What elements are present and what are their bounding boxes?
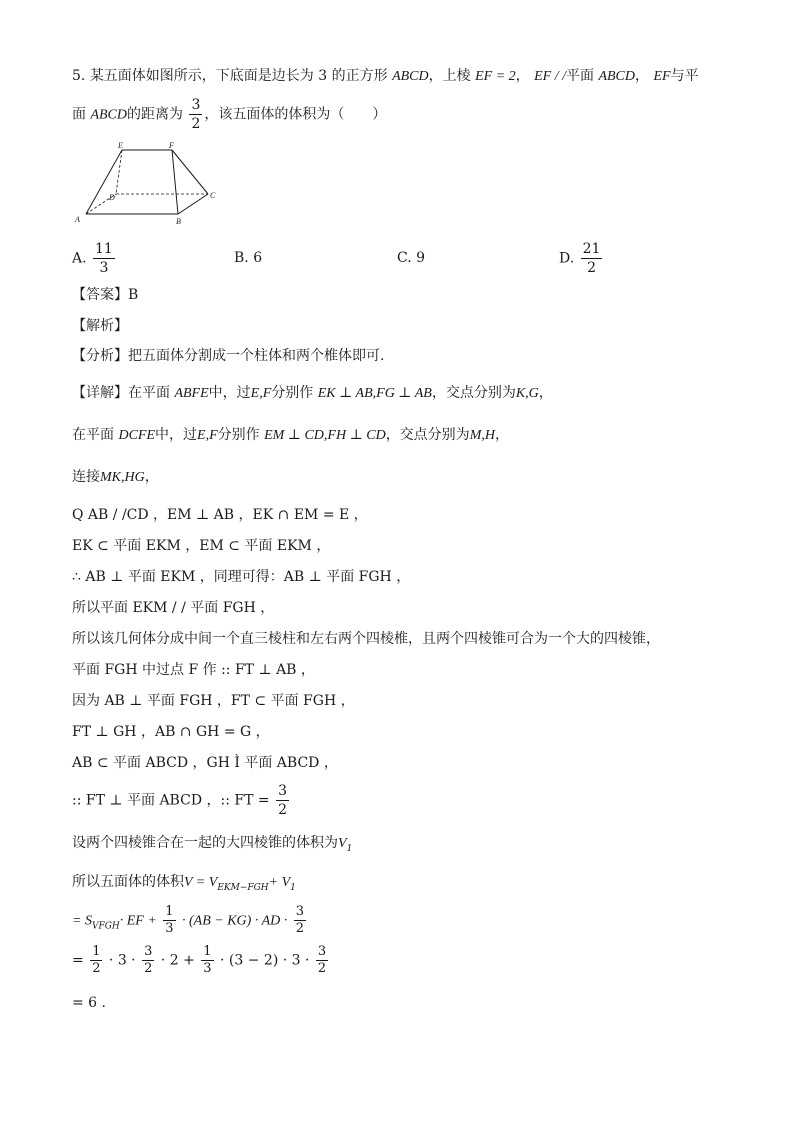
solution-line-6: ∴ AB ⊥ 平面 EKM ，同理可得：AB ⊥ 平面 FGH ，: [72, 569, 411, 585]
math-ef-parallel: EF / /: [534, 69, 566, 84]
math-ef: EF: [653, 69, 671, 84]
fenxi-tag: 【分析】: [72, 348, 128, 364]
edge-bc: [178, 194, 208, 214]
edge-ed: [116, 150, 122, 194]
question-text: 的距离为: [127, 106, 184, 123]
math-abcd: ABCD: [598, 69, 636, 84]
option-letter: D.: [559, 250, 575, 267]
edge-fc: [172, 150, 208, 194]
label-f: F: [169, 142, 174, 150]
question-number: 5.: [72, 68, 86, 84]
fraction: $\frac{1}{3}$: [203, 944, 212, 976]
fraction: $\frac{1}{3}$: [165, 904, 174, 936]
solution-line-15: 所以五面体的体积$V = V_{EKM-FGH}+ V_1$: [72, 874, 296, 893]
solution-line-12: AB ⊂ 平面 ABCD ，GH Ì 平面 ABCD ，: [72, 755, 338, 771]
question-text: 与平: [670, 68, 699, 84]
question-text: ，: [515, 68, 530, 84]
solution-line-14: 设两个四棱锥合在一起的大四棱锥的体积为$V_1$: [72, 835, 353, 854]
fraction: $\frac{11}{3}$: [95, 241, 113, 276]
edge-fb: [172, 150, 178, 214]
pentahedron-figure: [72, 142, 222, 226]
fenxi-line: [72, 346, 384, 366]
solution-line-18: = 6 .: [72, 995, 106, 1011]
fraction: $\frac{3}{2}$: [295, 904, 304, 936]
solution-line-7: 所以平面 EKM / / 平面 FGH ，: [72, 600, 275, 616]
solution-line-16: = $S_{VFGH}\cdot$ EF + $\frac{1}{3}$ · (AB − KG) · AD · $\frac{3}{2}$: [72, 904, 304, 936]
label-b: B: [176, 217, 181, 226]
fraction: $\frac{3}{2}$: [144, 944, 153, 976]
solution-line-1: 【详解】在平面 ABFE中，过E,F分别作 EK ⊥ AB,FG ⊥ AB，交点分别为K,G，: [72, 385, 553, 401]
option-b[interactable]: [234, 250, 262, 266]
solution-line-5: EK ⊂ 平面 EKM ，EM ⊂ 平面 EKM ，: [72, 538, 331, 554]
solution-line-4: Q AB / /CD ，EM ⊥ AB ，EK ∩ EM = E ，: [72, 507, 368, 523]
option-value: 9: [416, 250, 426, 266]
question-text: 平面: [566, 68, 594, 84]
label-d: D: [109, 193, 115, 202]
solution-line-10: 因为 AB ⊥ 平面 FGH ，FT ⊂ 平面 FGH ，: [72, 693, 355, 709]
question-text: ，: [635, 68, 650, 84]
solution-line-3: 连接MK,HG，: [72, 469, 159, 485]
option-letter: C.: [397, 250, 412, 266]
detail-tag: 【详解】: [72, 385, 128, 401]
question-line-2: [72, 96, 386, 133]
option-c[interactable]: [397, 250, 425, 266]
solution-line-2: 在平面 DCFE中，过E,F分别作 EM ⊥ CD,FH ⊥ CD，交点分别为M,H，: [72, 427, 509, 443]
solution-line-11: FT ⊥ GH ，AB ∩ GH = G ，: [72, 724, 270, 740]
solution-line-9: 平面 FGH 中过点 F 作 :: FT ⊥ AB ，: [72, 662, 315, 678]
analysis-tag: 【解析】: [72, 318, 128, 334]
solution-line-8: 所以该几何体分成中间一个直三棱柱和左右两个四棱椎，且两个四棱锥可合为一个大的四棱锥，: [72, 631, 660, 647]
edge-ae: [86, 150, 122, 214]
answer-tag: 【答案】: [72, 287, 128, 303]
option-a[interactable]: [72, 240, 117, 277]
question-line-1: [72, 66, 699, 87]
question-text: ，上棱: [428, 68, 471, 84]
question-text: 某五面体如图所示，下底面是边长为 3 的正方形: [89, 68, 388, 84]
fraction: $\frac{3}{2}$: [317, 944, 327, 976]
fraction: $\frac{1}{2}$: [92, 944, 101, 976]
solution-line-17: = $\frac{1}{2}$ · 3 · $\frac{3}{2}$ · 2 + $\frac{1}{3}$ · (3 − 2) · 3 · $\frac{3}{2}$: [72, 944, 327, 976]
answer-value: B: [128, 287, 139, 303]
question-text: ，该五面体的体积为（ ）: [204, 106, 387, 123]
option-letter: B.: [234, 250, 249, 266]
answer-line: [72, 285, 138, 305]
math-ef-eq: EF = 2: [475, 69, 516, 84]
math-abcd: ABCD: [90, 107, 128, 123]
label-c: C: [210, 191, 216, 200]
label-e: E: [118, 142, 123, 150]
solution-line-13: :: FT ⊥ 平面 ABCD ，:: FT = $\frac{3}{2}$: [72, 783, 287, 818]
fraction: $\frac{3}{2}$: [278, 783, 287, 818]
option-letter: A.: [72, 250, 87, 267]
fraction: $\frac{3}{2}$: [191, 97, 201, 132]
fenxi-text: 把五面体分割成一个柱体和两个椎体即可.: [128, 348, 385, 364]
fraction: $\frac{21}{2}$: [582, 241, 601, 276]
math-abcd: ABCD: [392, 69, 429, 84]
option-d[interactable]: [559, 240, 604, 277]
label-a: A: [75, 215, 80, 224]
option-value: 6: [253, 250, 263, 266]
question-text: 面: [72, 106, 86, 123]
